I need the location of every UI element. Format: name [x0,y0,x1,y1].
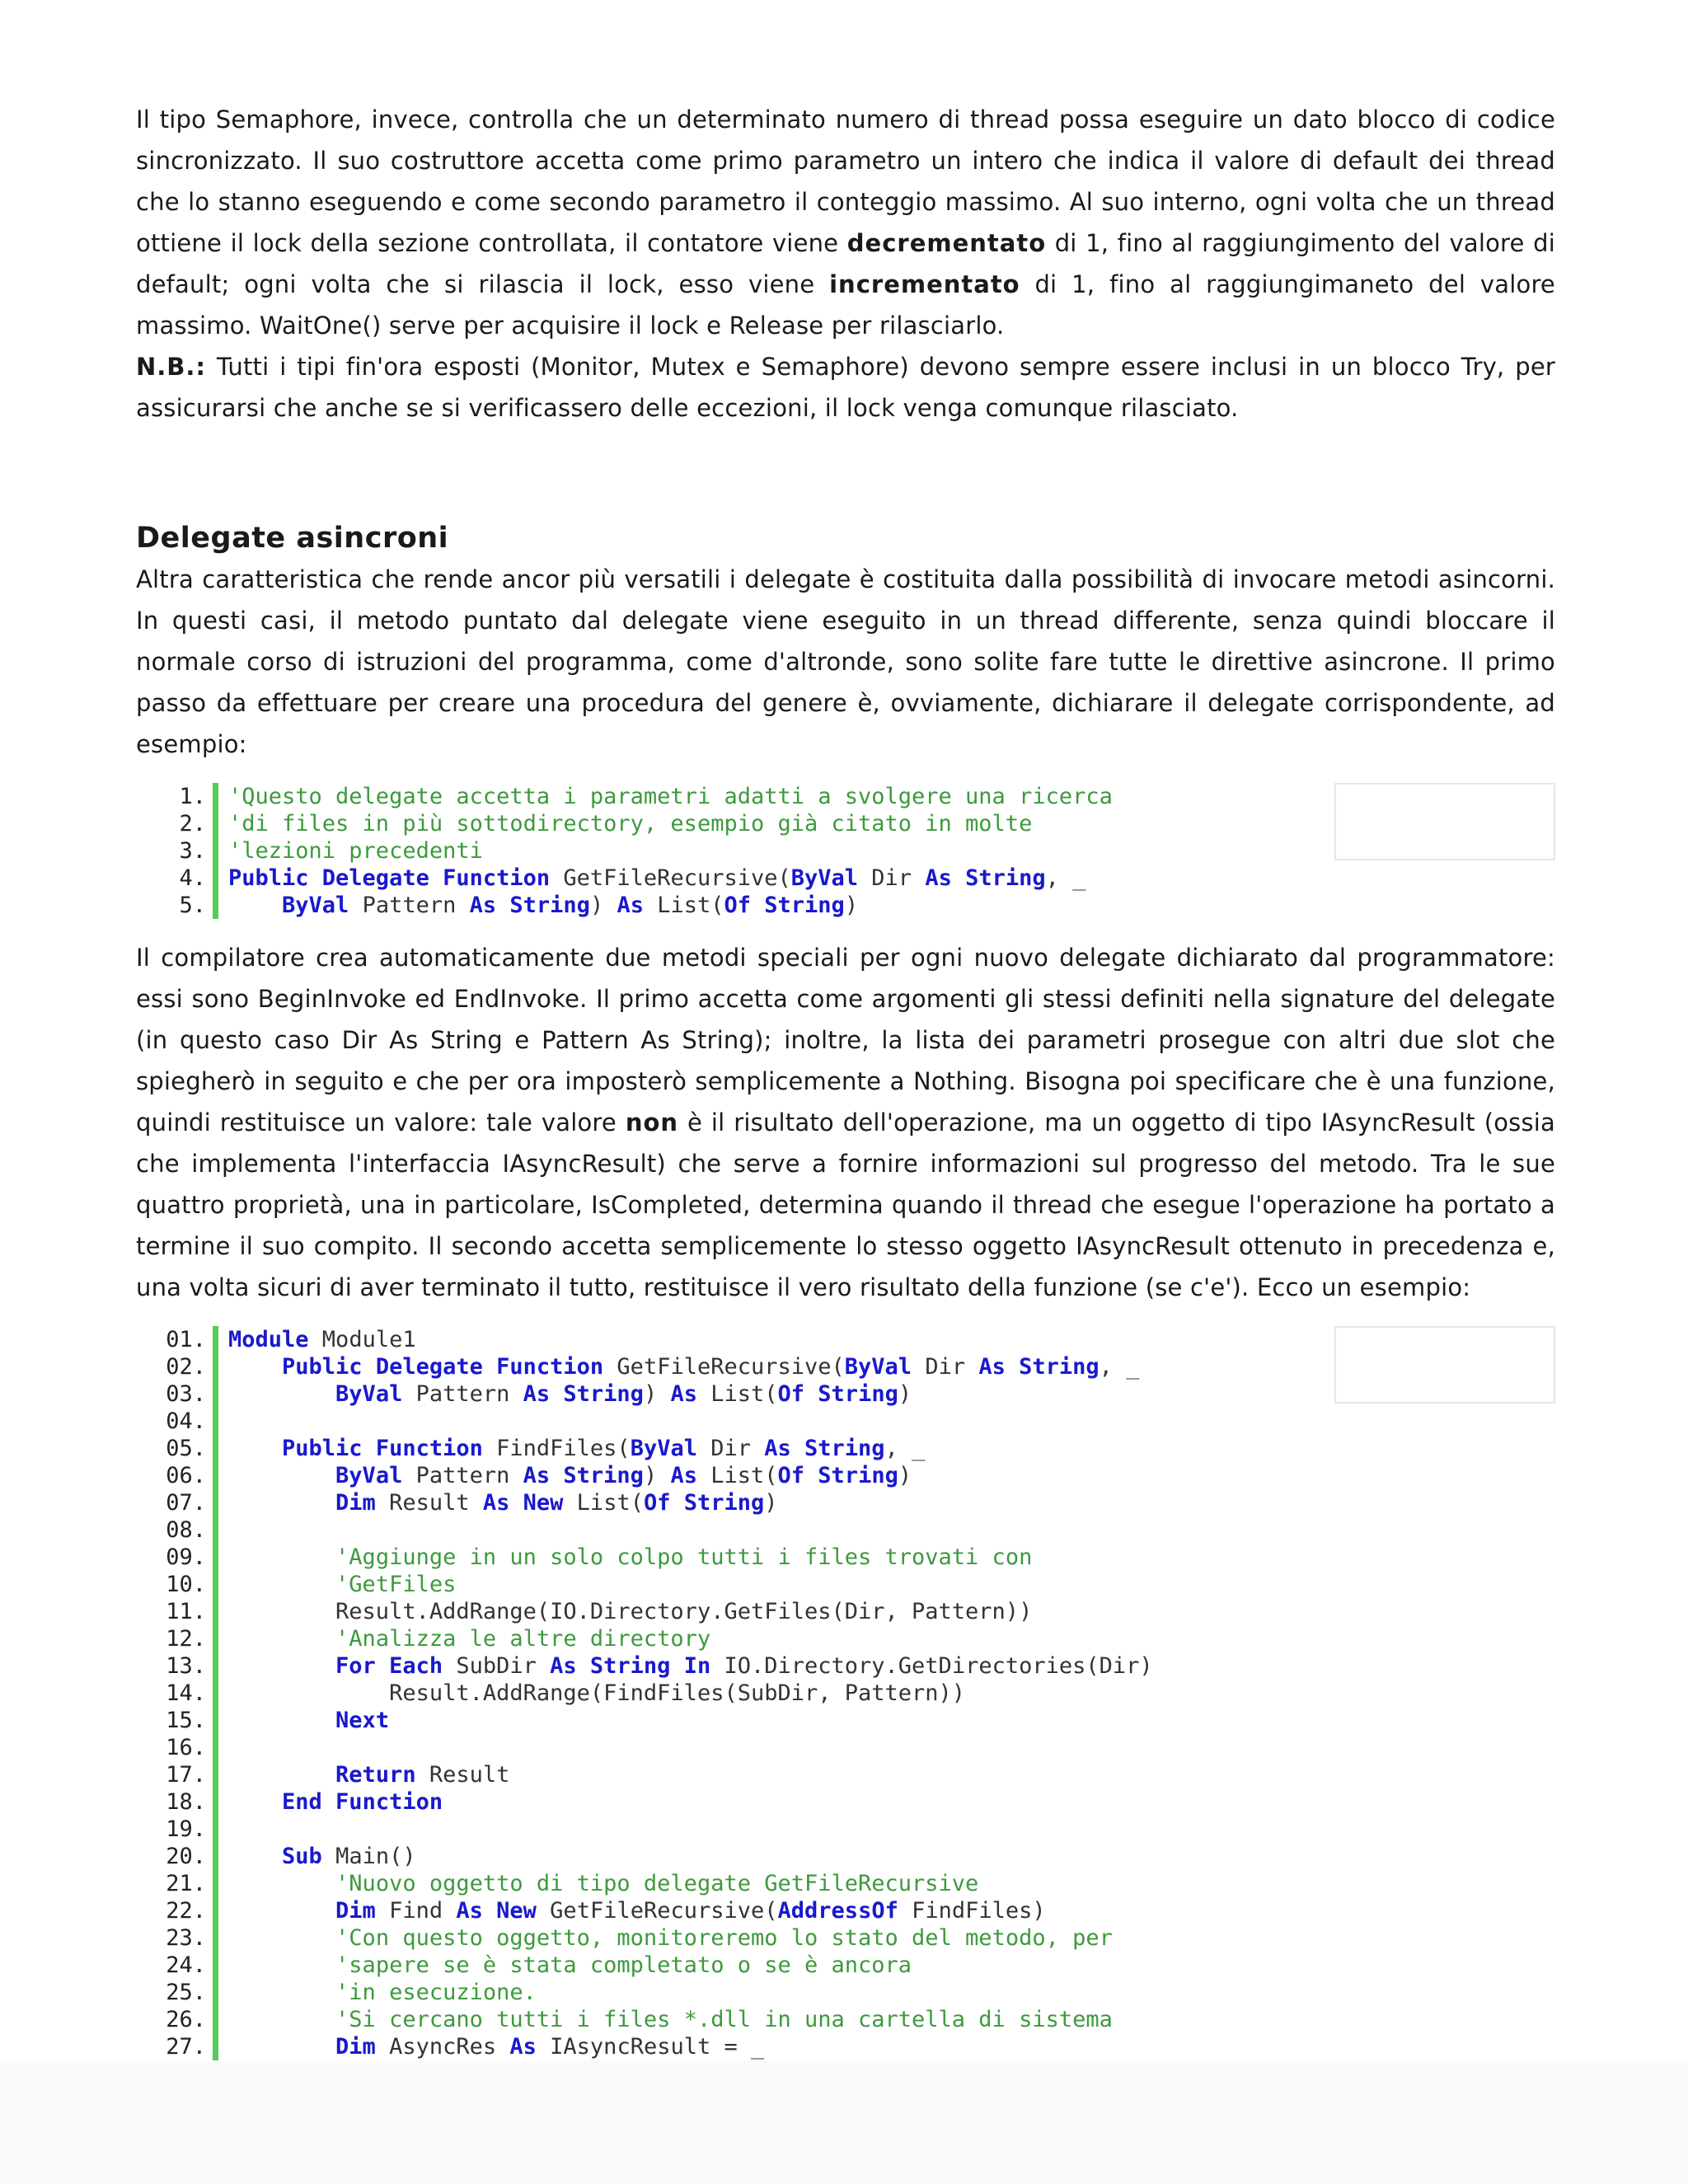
code-token: ) [844,893,859,918]
code-keyword: As [670,1381,697,1407]
code-keyword: As String [523,1463,644,1488]
text-run: Il tipo Semaphore, invece, controlla che un determinato numero di thread possa eseguire un dato blocco di codice sincronizzato. Il suo costruttore accetta come primo parametro un intero che indica il valore di default dei thread che lo stanno eseguendo e come secondo parametro il conteggio massimo. Al suo interno, ogni volta che un thread ottiene il lock della sezione controllata, il contatore viene [136,105,1555,257]
code-keyword: ByVal [630,1436,697,1461]
line-number: 24. [166,1952,206,1978]
code-token: SubDir [443,1653,551,1679]
code-gutter-bar [213,1788,218,1816]
code-token: Result [415,1762,510,1788]
page-bottom-margin [0,2060,1688,2184]
line-number: 08. [166,1517,206,1543]
code-token [228,1898,335,1924]
code-keyword: Public Delegate Function [282,1354,604,1380]
code-token [228,1871,335,1896]
line-number: 01. [166,1327,206,1352]
code-token [228,1952,335,1978]
code-line [136,1544,1555,1571]
code-keyword: ByVal [844,1354,912,1380]
line-number: 06. [166,1463,206,1488]
code-line [136,1598,1555,1625]
code-line [136,1761,1555,1788]
code-gutter-bar [213,1707,218,1734]
code-comment: 'Analizza le altre directory [335,1626,711,1652]
code-gutter-bar [213,837,218,865]
code-token [228,1626,335,1652]
code-gutter-bar [213,1326,218,1353]
code-token: , _ [884,1436,926,1461]
code-keyword: Return [335,1762,416,1788]
code-text [228,1598,1032,1625]
code-text [228,865,1085,892]
code-token: Dir [912,1354,979,1380]
code-keyword: Of String [724,893,845,918]
code-token: FindFiles) [898,1898,1046,1924]
document-page [136,99,1555,2106]
code-keyword: As String In [550,1653,711,1679]
code-keyword: Of String [643,1490,765,1516]
code-text [228,1680,965,1707]
bold-text: incrementato [829,270,1020,298]
code-line [136,865,1555,892]
code-text [228,1380,912,1408]
code-comment: 'in esecuzione. [335,1980,537,2005]
code-text [228,2006,1113,2033]
paragraph-nb [136,346,1555,429]
code-gutter-bar [213,1598,218,1625]
code-keyword: ByVal [335,1381,403,1407]
code-gutter-bar [213,1761,218,1788]
line-number: 18. [166,1789,206,1815]
code-keyword: Of String [777,1381,898,1407]
code-token [228,1490,335,1516]
code-keyword: As String [978,1354,1100,1380]
code-token [228,1436,282,1461]
code-token: , _ [1099,1354,1140,1380]
text-run: di 1, fino al raggiungimento del valore di default; ogni volta che si rilascia il lock, esso viene [136,229,1555,298]
code-token [228,893,282,918]
code-token [228,1463,335,1488]
code-text [228,1761,509,1788]
code-line [136,1707,1555,1734]
code-token: Pattern [349,893,470,918]
code-gutter-bar [213,1843,218,1870]
code-gutter-bar [213,1625,218,1652]
code-keyword: As String [764,1436,885,1461]
line-number: 11. [166,1599,206,1624]
code-text [228,1544,1032,1571]
code-text [228,1843,416,1870]
code-line [136,892,1555,919]
code-keyword: Of String [777,1463,898,1488]
line-number: 21. [166,1871,206,1896]
code-gutter-bar [213,1734,218,1761]
code-token: Result [375,1490,483,1516]
code-token: ) [764,1490,778,1516]
code-token: List( [643,893,724,918]
line-number: 02. [166,1354,206,1380]
code-comment: 'sapere se è stata completato o se è ancora [335,1952,912,1978]
code-gutter-bar [213,1462,218,1489]
line-number: 14. [166,1680,206,1706]
code-gutter-bar [213,2033,218,2060]
code-keyword: Public Delegate Function [228,865,551,891]
code-comment: 'Questo delegate accetta i parametri adatti a svolgere una ricerca [228,784,1113,809]
code-token [228,1789,282,1815]
code-token [228,1354,282,1380]
code-gutter-bar [213,1924,218,1952]
code-text [228,783,1113,810]
code-token: Result.AddRange(FindFiles(SubDir, Pattern)) [228,1680,966,1706]
line-number: 19. [166,1816,206,1842]
code-keyword: ByVal [790,865,859,891]
code-gutter-bar [213,1380,218,1408]
code-keyword: As [670,1463,697,1488]
code-gutter-bar [213,1979,218,2006]
code-keyword: As New [482,1490,564,1516]
code-token [228,2007,335,2032]
code-gutter-bar [213,1571,218,1598]
code-keyword: Dim [335,1490,376,1516]
code-text [228,1707,389,1734]
code-keyword: As String [523,1381,644,1407]
code-token: List( [696,1463,778,1488]
code-keyword: Public Function [282,1436,483,1461]
bold-text: decrementato [846,229,1047,257]
code-token: Pattern [402,1463,523,1488]
code-token: ) [643,1381,671,1407]
paragraph-intro [136,559,1555,765]
bold-text: N.B.: [136,353,207,381]
code-token: ) [643,1463,671,1488]
line-number: 09. [166,1544,206,1570]
code-line [136,1435,1555,1462]
code-token [228,1381,335,1407]
code-token [228,1544,335,1570]
code-text [228,1435,925,1462]
code-text [228,892,858,919]
code-comment: 'Nuovo oggetto di tipo delegate GetFileRecursive [335,1871,979,1896]
line-number: 4. [179,865,206,891]
line-number: 22. [166,1898,206,1924]
line-number: 3. [179,838,206,864]
code-token: GetFileRecursive( [550,865,791,891]
code-line [136,1788,1555,1816]
code-token [228,1653,335,1679]
code-line [136,2033,1555,2060]
code-keyword: End Function [282,1789,443,1815]
code-keyword: As String [469,893,590,918]
line-number: 27. [166,2034,206,2060]
code-block-module [136,1326,1555,2088]
code-token: Dir [858,865,926,891]
code-text [228,1326,416,1353]
code-keyword: Next [335,1708,390,1733]
code-line [136,1680,1555,1707]
code-text [228,1625,710,1652]
code-comment: 'GetFiles [335,1572,457,1597]
code-keyword: AddressOf [777,1898,898,1924]
code-gutter-bar [213,865,218,892]
line-number: 12. [166,1626,206,1652]
code-gutter-bar [213,1435,218,1462]
line-number: 5. [179,893,206,918]
code-token [228,1925,335,1951]
code-text [228,1353,1139,1380]
code-gutter-bar [213,2006,218,2033]
code-token [228,1572,335,1597]
code-line [136,1843,1555,1870]
code-token: IAsyncResult = _ [536,2034,765,2060]
code-token: ) [898,1381,912,1407]
code-token: Result.AddRange(IO.Directory.GetFiles(Dir, Pattern)) [228,1599,1033,1624]
code-keyword: As [617,893,644,918]
code-comment: 'Con questo oggetto, monitoreremo lo stato del metodo, per [335,1925,1113,1951]
code-keyword: Sub [282,1844,322,1869]
section-heading: Delegate asincroni [136,522,449,555]
code-line [136,1489,1555,1516]
text-run: Altra caratteristica che rende ancor più versatili i delegate è costituita dalla possibilità di invocare metodi asincorni. In questi casi, il metodo puntato dal delegate viene eseguito in un thread differente, senza quindi bloccare il normale corso di istruzioni del programma, come d'altronde, sono solite fare tutte le direttive asincrone. Il primo passo da effettuare per creare una procedura del genere è, ovviamente, dichiarare il delegate corrispondente, ad esempio: [136,565,1555,758]
code-gutter-bar [213,1816,218,1843]
code-gutter-bar [213,783,218,810]
code-token: Pattern [402,1381,523,1407]
line-number: 2. [179,811,206,837]
code-token [228,2034,335,2060]
code-text [228,1788,443,1816]
line-number: 04. [166,1408,206,1434]
code-text [228,2033,764,2060]
text-run: è il risultato dell'operazione, ma un oggetto di tipo IAsyncResult (ossia che implementa l'interfaccia IAsyncResult) che serve a fornire informazioni sul progresso del metodo. Tra le sue quattro proprietà, una in particolare, IsCompleted, determina quando il thread che esegue l'operazione ha portato a termine il suo compito. Il secondo accetta semplicemente lo stesso oggetto IAsyncResult ottenuto in precedenza e, una volta sicuri di aver terminato il tutto, restituisce il vero risultato della funzione (se c'e'). Ecco un esempio: [136,1108,1555,1301]
paragraph-compiler [136,937,1555,1308]
code-line [136,2006,1555,2033]
code-text [228,837,483,865]
line-number: 25. [166,1980,206,2005]
code-line [136,1516,1555,1544]
code-keyword: As String [925,865,1046,891]
code-text [228,1952,912,1979]
code-token: List( [563,1490,644,1516]
code-token [228,1762,335,1788]
line-number: 23. [166,1925,206,1951]
code-text [228,1979,537,2006]
text-run: di 1, fino al raggiungimaneto del valore massimo. WaitOne() serve per acquisire il lock e Release per rilasciarlo. [136,270,1555,340]
code-gutter-bar [213,1952,218,1979]
code-keyword: Dim [335,1898,376,1924]
code-token: Dir [696,1436,765,1461]
code-text [228,1462,912,1489]
code-line [136,1816,1555,1843]
line-number: 15. [166,1708,206,1733]
code-token: , _ [1045,865,1086,891]
text-run: Tutti i tipi fin'ora esposti (Monitor, Mutex e Semaphore) devono sempre essere inclusi in un blocco Try, per assicurarsi che anche se si verificassero delle eccezioni, il lock venga comunque rilasciato. [136,353,1555,422]
code-keyword: For Each [335,1653,443,1679]
code-token [228,1980,335,2005]
code-token: IO.Directory.GetDirectories(Dir) [710,1653,1153,1679]
line-number: 10. [166,1572,206,1597]
paragraph-semaphore [136,99,1555,346]
code-token [228,1708,335,1733]
code-line [136,1870,1555,1897]
code-block-delegate [136,783,1555,919]
line-number: 1. [179,784,206,809]
code-token: ) [898,1463,912,1488]
code-toolbar-box[interactable] [1334,1326,1555,1404]
code-token: Main() [321,1844,416,1869]
code-gutter-bar [213,1680,218,1707]
code-line [136,1897,1555,1924]
code-gutter-bar [213,1544,218,1571]
code-comment: 'Si cercano tutti i files *.dll in una cartella di sistema [335,2007,1113,2032]
code-keyword: Module [228,1327,309,1352]
line-number: 03. [166,1381,206,1407]
code-token: Module1 [308,1327,416,1352]
code-line [136,1924,1555,1952]
code-line [136,1571,1555,1598]
code-token: ) [589,893,617,918]
code-gutter-bar [213,1897,218,1924]
line-number: 20. [166,1844,206,1869]
code-token: GetFileRecursive( [603,1354,845,1380]
code-line [136,1952,1555,1979]
code-line [136,1462,1555,1489]
line-number: 16. [166,1735,206,1760]
code-gutter-bar [213,892,218,919]
text-run: Il compilatore crea automaticamente due metodi speciali per ogni nuovo delegate dichiarato dal programmatore: essi sono BeginInvoke ed EndInvoke. Il primo accetta come argomenti gli stessi definiti nella signature del delegate (in questo caso Dir As String e Pattern As String); inoltre, la lista dei parametri prosegue con altri due slot che spiegherò in seguito e che per ora imposterò semplicemente a Nothing. Bisogna poi specificare che è una funzione, quindi restituisce un valore: tale valore [136,944,1555,1137]
bold-text: non [625,1108,679,1137]
code-text [228,810,1032,837]
line-number: 07. [166,1490,206,1516]
code-line [136,1734,1555,1761]
code-gutter-bar [213,1353,218,1380]
code-gutter-bar [213,1489,218,1516]
code-token: AsyncRes [375,2034,510,2060]
code-toolbar-box[interactable] [1334,783,1555,860]
code-line [136,1408,1555,1435]
line-number: 13. [166,1653,206,1679]
code-keyword: As New [456,1898,537,1924]
code-text [228,1897,1046,1924]
code-comment: 'lezioni precedenti [228,838,483,864]
code-gutter-bar [213,810,218,837]
code-comment: 'Aggiunge in un solo colpo tutti i files trovati con [335,1544,1033,1570]
code-line [136,1979,1555,2006]
code-token [228,1844,282,1869]
code-keyword: As [509,2034,537,2060]
code-token: FindFiles( [482,1436,631,1461]
code-gutter-bar [213,1408,218,1435]
code-token: Find [375,1898,457,1924]
line-number: 05. [166,1436,206,1461]
code-text [228,1571,456,1598]
line-number: 26. [166,2007,206,2032]
code-keyword: Dim [335,2034,376,2060]
code-token: GetFileRecursive( [536,1898,778,1924]
code-text [228,1652,1153,1680]
code-keyword: ByVal [282,893,349,918]
code-gutter-bar [213,1870,218,1897]
code-text [228,1924,1113,1952]
code-gutter-bar [213,1652,218,1680]
code-line [136,1652,1555,1680]
line-number: 17. [166,1762,206,1788]
code-text [228,1870,978,1897]
code-text [228,1489,778,1516]
code-token: List( [696,1381,778,1407]
code-comment: 'di files in più sottodirectory, esempio già citato in molte [228,811,1033,837]
code-line [136,1625,1555,1652]
code-keyword: ByVal [335,1463,403,1488]
code-gutter-bar [213,1516,218,1544]
